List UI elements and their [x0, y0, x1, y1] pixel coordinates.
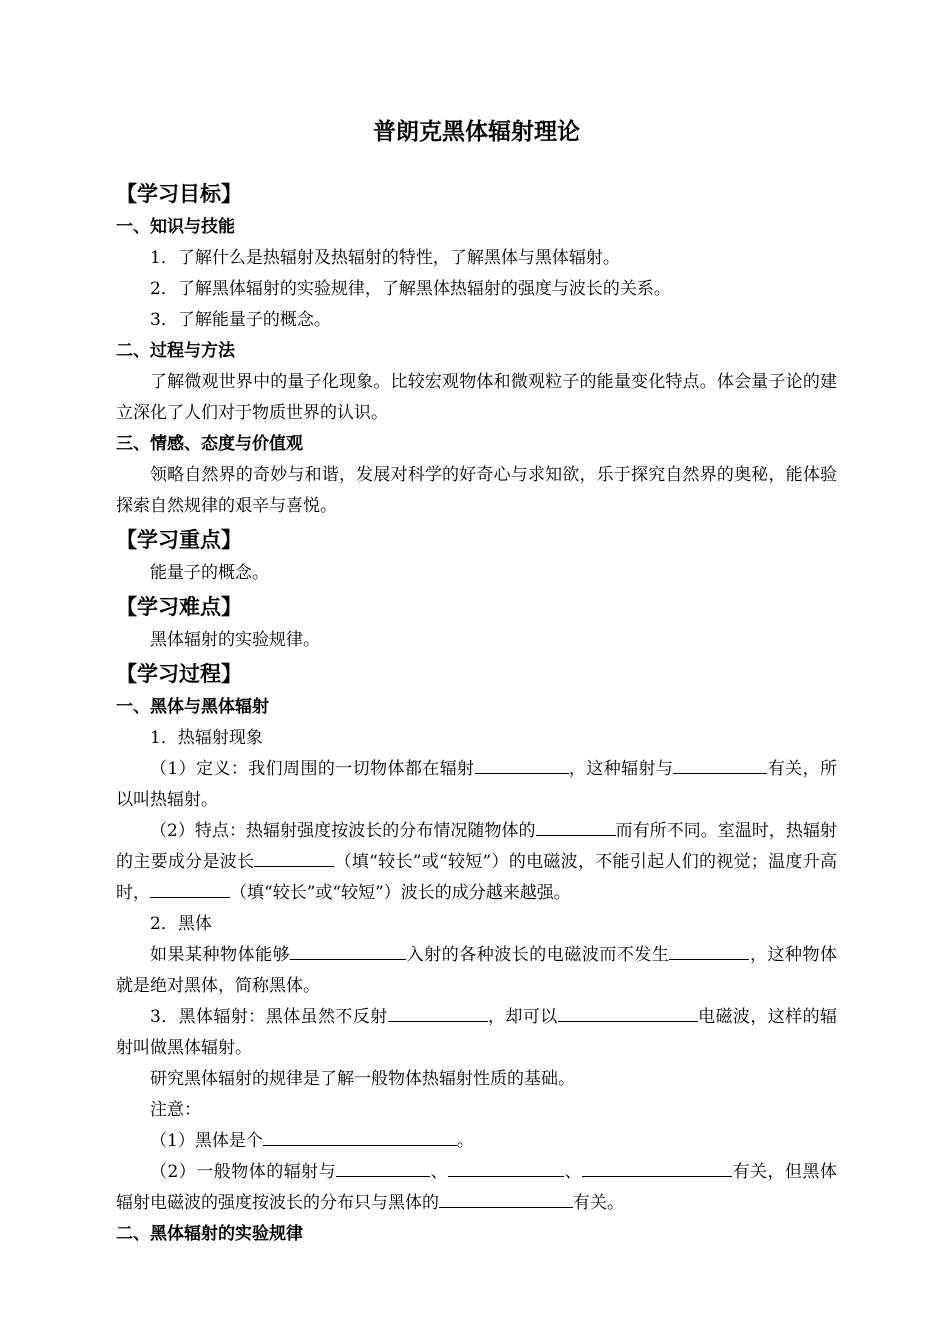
subheader-knowledge: 一、知识与技能: [116, 217, 235, 237]
paragraph-features: （2）特点：热辐射强度按波长的分布情况随物体的 而有所不同。室温时，热辐射的主要成分是波长 （填“较长”或“较短”）的电磁波，不能引起人们的视觉；温度升高时， （填“较长”或“较短”）波长的成分越来越强。: [116, 816, 837, 909]
blank-field[interactable]: [558, 1002, 698, 1022]
note-2: （2）一般物体的辐射与 、 、 有关，但黑体辐射电磁波的强度按波长的分布只与黑体的 有关。: [116, 1157, 837, 1219]
note-1: （1）黑体是个 。: [116, 1126, 837, 1157]
paragraph-blackbody-definition: 如果某种物体能够 入射的各种波长的电磁波而不发生 ，这种物体就是绝对黑体，简称黑体。: [116, 940, 837, 1002]
page-title: 普朗克黑体辐射理论: [373, 118, 580, 145]
blank-field[interactable]: [448, 1157, 564, 1177]
knowledge-item: 3．了解能量子的概念。: [150, 310, 331, 330]
subheader-experimental-laws: 二、黑体辐射的实验规律: [116, 1224, 303, 1244]
subheader-blackbody: 一、黑体与黑体辐射: [116, 697, 269, 717]
paragraph-definition: （1）定义：我们周围的一切物体都在辐射 ，这种辐射与 有关，所以叫热辐射。: [116, 754, 837, 816]
blank-field[interactable]: [475, 754, 569, 774]
blank-field[interactable]: [439, 1188, 573, 1208]
blank-field[interactable]: [263, 1126, 457, 1146]
knowledge-item: 1．了解什么是热辐射及热辐射的特性，了解黑体与黑体辐射。: [150, 248, 620, 268]
paragraph-research: 研究黑体辐射的规律是了解一般物体热辐射性质的基础。: [150, 1069, 575, 1089]
item-blackbody: 2．黑体: [150, 914, 212, 934]
subheader-process-method: 二、过程与方法: [116, 341, 235, 361]
blank-field[interactable]: [290, 940, 406, 960]
subheader-values: 三、情感、态度与价值观: [116, 434, 303, 454]
process-method-text: 了解微观世界中的量子化现象。比较宏观物体和微观粒子的能量变化特点。体会量子论的建立深化了人们对于物质世界的认识。: [116, 372, 837, 423]
section-header-process: 【学习过程】: [116, 661, 242, 686]
focus-text: 能量子的概念。: [150, 563, 269, 583]
difficulty-text: 黑体辐射的实验规律。: [150, 630, 320, 650]
item-thermal-radiation: 1．热辐射现象: [150, 728, 263, 748]
blank-field[interactable]: [150, 878, 230, 898]
blank-field[interactable]: [254, 847, 334, 867]
paragraph-blackbody-radiation: 3．黑体辐射：黑体虽然不反射 ，却可以 电磁波，这样的辐射叫做黑体辐射。: [116, 1002, 837, 1064]
note-label: 注意：: [150, 1100, 201, 1120]
section-header-difficulty: 【学习难点】: [116, 594, 242, 619]
section-header-focus: 【学习重点】: [116, 527, 242, 552]
blank-field[interactable]: [388, 1002, 488, 1022]
section-header-goals: 【学习目标】: [116, 181, 242, 206]
blank-field[interactable]: [669, 940, 749, 960]
values-text: 领略自然界的奇妙与和谐，发展对科学的好奇心与求知欲，乐于探究自然界的奥秘，能体验探索自然规律的艰辛与喜悦。: [116, 465, 837, 516]
blank-field[interactable]: [582, 1157, 732, 1177]
blank-field[interactable]: [336, 1157, 430, 1177]
knowledge-item: 2．了解黑体辐射的实验规律，了解黑体热辐射的强度与波长的关系。: [150, 279, 671, 299]
blank-field[interactable]: [536, 816, 616, 836]
blank-field[interactable]: [673, 754, 767, 774]
